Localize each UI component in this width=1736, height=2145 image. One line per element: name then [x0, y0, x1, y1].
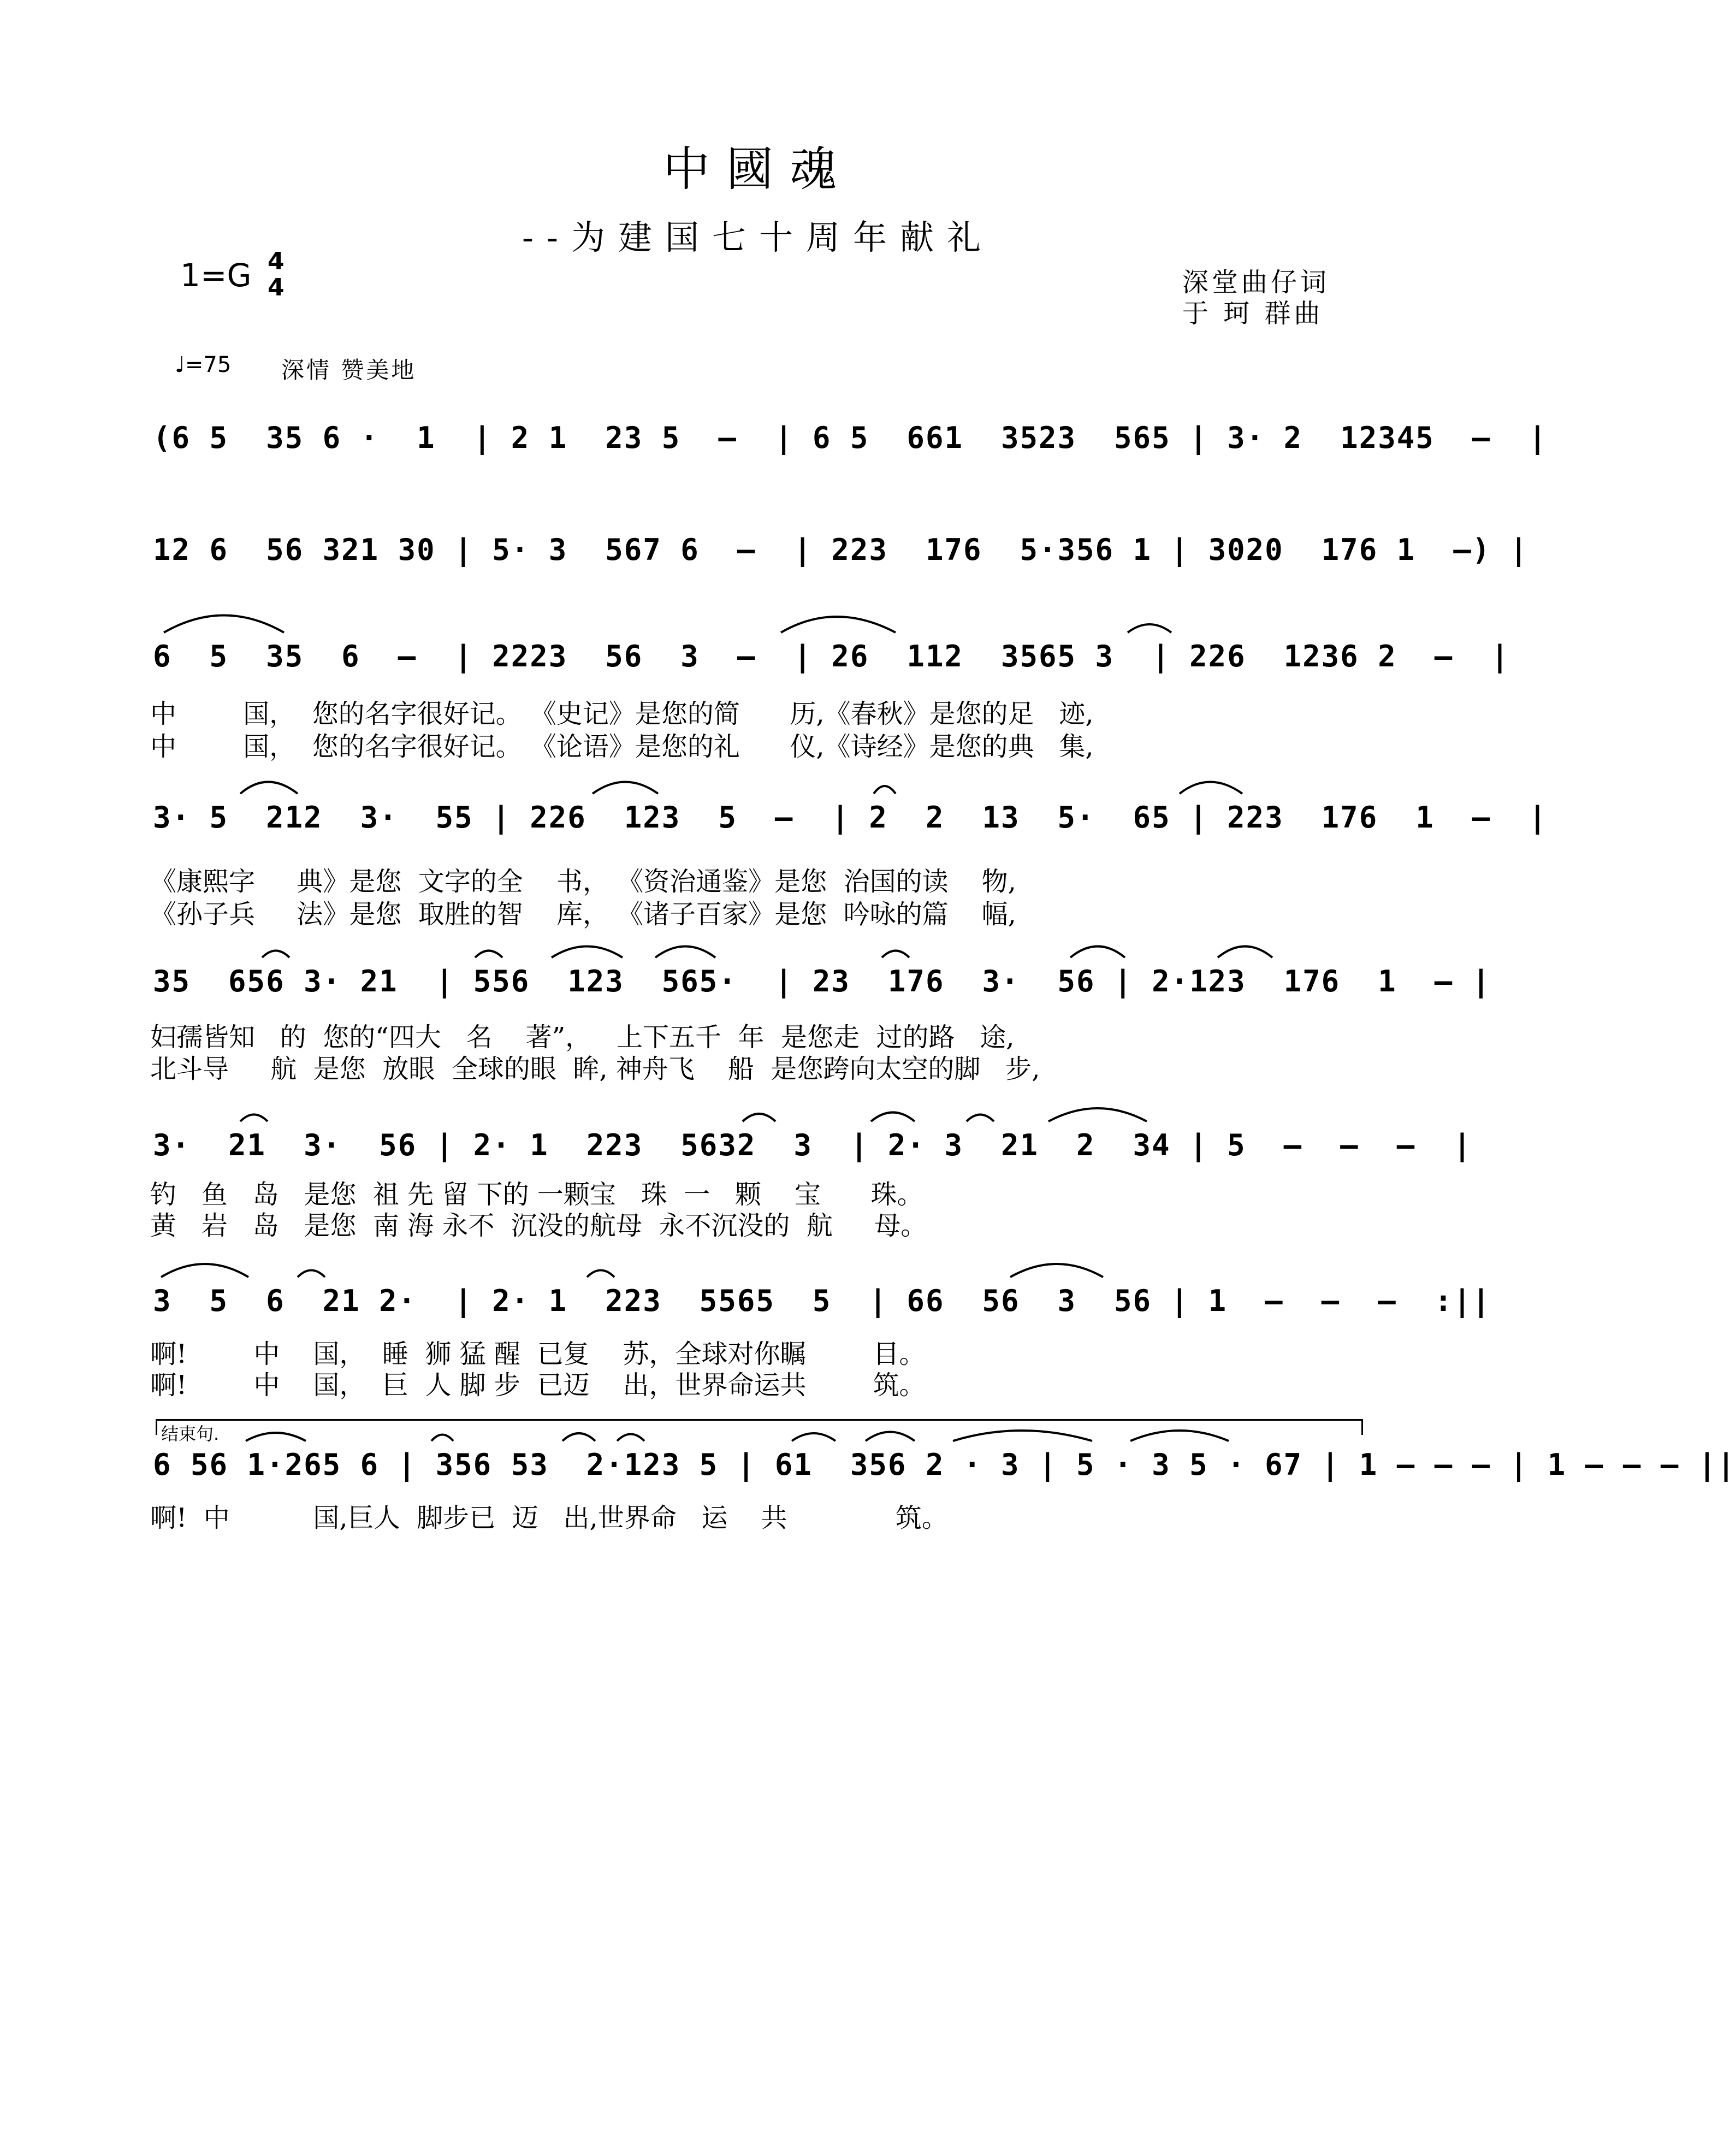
slur — [475, 951, 502, 958]
slur — [1218, 947, 1272, 958]
notation-line-8: 6 56 1·265 6 | 356 53 2·123 5 | 61 356 2 · 3 | 5 · 3 5 · 67 | 1 – – – | 1 – – – || — [153, 1447, 1736, 1482]
time-signature-top: 4 — [268, 247, 285, 275]
slur — [617, 1434, 644, 1441]
slur — [587, 1271, 614, 1278]
slur — [1128, 624, 1171, 633]
expression-marking: 深情 赞美地 — [281, 357, 417, 383]
slur — [882, 951, 909, 958]
lyric-line: 黄 岩 岛 是您 南 海 永不 沉没的航母 永不沉没的 航 母。 — [150, 1210, 927, 1241]
ending-label: 结束句. — [161, 1423, 220, 1444]
slur — [161, 1264, 248, 1277]
slur — [298, 1271, 325, 1278]
slur — [874, 786, 896, 794]
lyric-line: 中 国， 您的名字很好记。 《论语》是您的礼 仪,《诗经》是您的典 集, — [150, 731, 1094, 762]
composer-credit: 于 珂 群曲 — [1182, 298, 1324, 329]
time-signature — [268, 249, 285, 301]
lyricist-credit: 深堂曲仔词 — [1182, 267, 1330, 298]
lyric-line: 《孙子兵 法》是您 取胜的智 库， 《诸子百家》是您 吟咏的篇 幅, — [150, 899, 1016, 930]
slur — [1070, 947, 1125, 958]
slur — [1180, 782, 1242, 794]
tempo-marking: ♩=75 — [175, 352, 232, 377]
notation-line-2: 12 6 56 321 30 | 5· 3 567 6 – | 223 176 5·356 1 | 3020 176 1 –) | — [153, 533, 1529, 567]
slur — [431, 1435, 453, 1441]
song-title: 中國魂 — [663, 142, 853, 197]
notation-line-5: 35 656 3· 21 | 556 123 565· | 23 176 3· 56 | 2·123 176 1 – | — [153, 964, 1491, 998]
slur — [871, 1113, 915, 1122]
notation-line-6: 3· 21 3· 56 | 2· 1 223 5632 3 | 2· 3 21 2 34 | 5 – – – | — [153, 1128, 1472, 1162]
lyric-line: 啊! 中 国， 睡 狮 猛 醒 已复 苏，全球对你瞩 目。 — [150, 1339, 926, 1369]
lyric-line: 钓 鱼 岛 是您 祖 先 留 下的 一颗宝 珠 一 颗 宝 珠。 — [150, 1179, 923, 1210]
time-signature-bottom: 4 — [268, 274, 285, 302]
slur — [240, 782, 298, 794]
notation-line-7: 3 5 6 21 2· | 2· 1 223 5565 5 | 66 56 3 56 | 1 – – – :|| — [153, 1284, 1491, 1318]
lyric-line: 妇孺皆知 的 您的“四大 名 著”， 上下五千 年 是您走 过的路 途, — [150, 1022, 1015, 1053]
slur — [240, 1115, 268, 1122]
lyric-line: 啊! 中 国,巨人 脚步已 迈 出,世界命 运 共 筑。 — [150, 1503, 948, 1533]
slur — [262, 951, 289, 958]
notation-line-1: (6 5 35 6 · 1 | 2 1 23 5 – | 6 5 661 3523 565 | 3· 2 12345 – | — [153, 421, 1548, 455]
slur — [1048, 1108, 1147, 1121]
slur — [743, 1114, 775, 1121]
slur — [1010, 1264, 1103, 1277]
lyric-line: 中 国， 您的名字很好记。 《史记》是您的简 历,《春秋》是您的足 迹, — [150, 699, 1094, 729]
lyric-line: 北斗导 航 是您 放眼 全球的眼 眸, 神舟飞 船 是您跨向太空的脚 步, — [150, 1054, 1040, 1084]
slur — [593, 782, 658, 794]
ending-bracket — [156, 1419, 1363, 1435]
slur — [967, 1115, 994, 1122]
slur — [781, 617, 896, 633]
lyric-line: 《康熙字 典》是您 文字的全 书， 《资治通鉴》是您 治国的读 物, — [150, 866, 1016, 897]
notation-line-4: 3· 5 212 3· 55 | 226 123 5 – | 2 2 13 5· 65 | 223 176 1 – | — [153, 800, 1548, 835]
lyric-line: 啊! 中 国， 巨 人 脚 步 已迈 出，世界命运共 筑。 — [150, 1370, 926, 1401]
notation-line-3: 6 5 35 6 – | 2223 56 3 – | 26 112 3565 3 | 226 1236 2 – | — [153, 639, 1510, 673]
slur — [655, 947, 715, 958]
slur — [552, 947, 623, 958]
slur — [164, 616, 284, 633]
song-subtitle: --为建国七十周年献礼 — [522, 217, 994, 257]
key-signature: 1=G — [180, 257, 252, 294]
